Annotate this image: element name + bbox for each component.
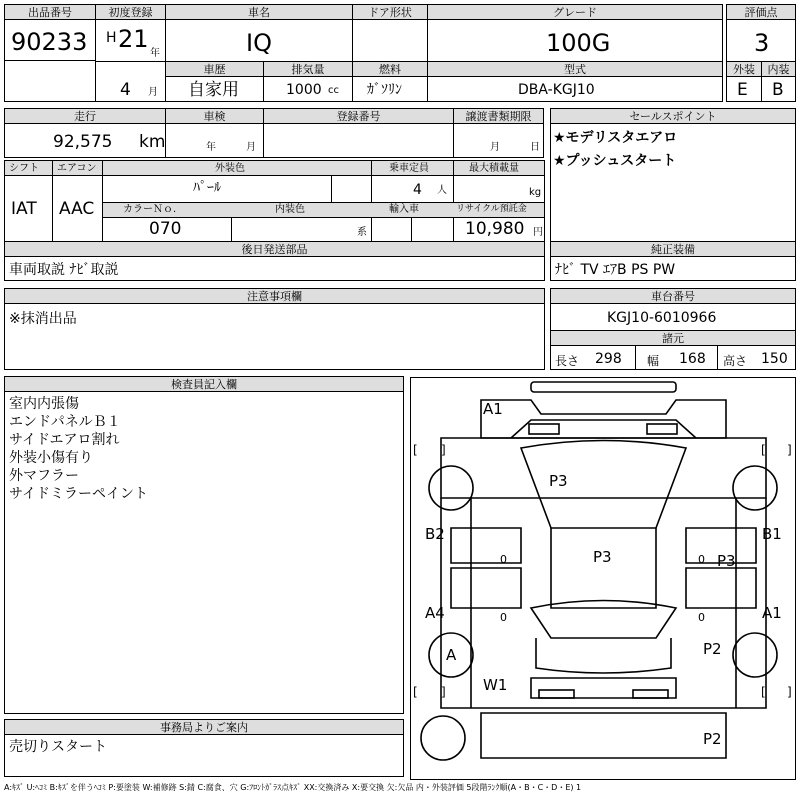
damage-diagram: [410, 377, 796, 780]
office-label: 事務局よりご案内: [5, 720, 403, 735]
damage-mark: P2: [703, 640, 722, 658]
genuine-equipment: ﾅﾋﾞ TV ｴｱB PS PW: [555, 262, 676, 278]
notes-label: 注意事項欄: [5, 289, 544, 304]
inspector-line: 外マフラー: [9, 468, 79, 484]
model-label: 型式: [428, 62, 722, 77]
spec-block: [4, 160, 545, 242]
history-label: 車歴: [166, 62, 263, 77]
zero-mark: 0: [500, 553, 507, 566]
damage-mark: A4: [425, 604, 445, 622]
fuel: ｶﾞｿﾘﾝ: [367, 82, 402, 98]
grade-box: [427, 4, 723, 62]
inspector-line: 外装小傷有り: [9, 450, 93, 466]
bracket: [: [761, 685, 766, 699]
displacement: 1000: [286, 82, 322, 98]
height-label: 高さ: [723, 354, 748, 368]
notes-box: [4, 288, 545, 370]
zero-mark: 0: [500, 611, 507, 624]
lot-blank-box: [4, 60, 96, 102]
registration-month: 4: [120, 80, 131, 100]
first-registration-label: 初度登録: [96, 5, 165, 20]
damage-mark: P3: [593, 548, 612, 566]
damage-mark: P3: [549, 472, 568, 490]
inspector-box: [4, 376, 404, 714]
exterior-grade: E: [737, 80, 748, 100]
genuine-equipment-box: [550, 241, 796, 281]
fuel-box: [352, 61, 428, 102]
sales-points-label: セールスポイント: [551, 109, 795, 124]
bracket: [: [761, 443, 766, 457]
grade-label: グレード: [428, 5, 722, 20]
damage-mark: P3: [717, 552, 736, 570]
vehicle-history: 自家用: [188, 80, 239, 100]
exterior-color-label: 外装色: [215, 163, 245, 174]
bracket: [: [413, 443, 418, 457]
reg-number-label: 登録番号: [264, 109, 453, 124]
shift-label: シフト: [9, 163, 39, 174]
genuine-equipment-label: 純正装備: [551, 242, 795, 257]
bracket: [: [413, 685, 418, 699]
reg-number-box: [263, 108, 454, 158]
aircon: AAC: [59, 199, 95, 219]
exterior-color: ﾊﾟｰﾙ: [193, 180, 221, 196]
first-registration-box: [95, 4, 166, 62]
inspector-line: サイドエアロ割れ: [9, 432, 120, 448]
lot-number: 90233: [11, 28, 88, 56]
import-label: 輸入車: [389, 204, 419, 215]
chassis-box: [550, 288, 796, 370]
legend: A:ｷｽﾞ U:ﾍｺﾐ B:ｷｽﾞを伴うﾍｺﾐ P:要塗装 W:補修跡 S:錆 C:腐食、穴 G:ﾌﾛﾝﾄｶﾞﾗｽ点ｷｽﾞ XX:交換済み X:要交換 欠:欠品 内・外装評価 5段階ﾗﾝｸ順(A・B・C・D・E) 1: [4, 783, 582, 792]
displacement-unit: cc: [328, 85, 339, 96]
recycle-unit: 円: [533, 227, 543, 238]
interior-color-label: 内装色: [275, 204, 305, 215]
chassis-label: 車台番号: [551, 289, 795, 304]
chassis-number: KGJ10-6010966: [607, 310, 717, 326]
bracket: ]: [787, 685, 792, 699]
mileage-box: [4, 108, 166, 158]
interior-label: 内装: [762, 62, 795, 77]
mileage-label: 走行: [5, 109, 165, 124]
interior-grade-box: [761, 61, 796, 102]
exterior-grade-box: [726, 61, 762, 102]
damage-mark: B1: [762, 525, 782, 543]
grade: 100G: [546, 29, 611, 57]
damage-mark: A: [446, 646, 457, 664]
inspection-box: [165, 108, 264, 158]
height: 150: [761, 351, 788, 367]
score-label: 評価点: [727, 5, 795, 20]
era: H: [106, 30, 117, 46]
length-label: 長さ: [555, 354, 580, 368]
inspector-label: 検査員記入欄: [5, 377, 403, 392]
damage-mark: A1: [762, 604, 782, 622]
mileage-unit: km: [139, 132, 166, 152]
inspection-month-unit: 月: [246, 142, 256, 153]
score-box: [726, 4, 796, 62]
length: 298: [595, 351, 622, 367]
later-parts-box: [4, 241, 545, 281]
capacity-unit: 人: [437, 185, 447, 196]
door-box: [352, 4, 428, 62]
interior-grade: B: [772, 80, 784, 100]
damage-mark: W1: [483, 676, 508, 694]
car-name: IQ: [246, 29, 272, 57]
car-name-label: 車名: [166, 5, 352, 20]
car-name-box: [165, 4, 353, 62]
spec-label: 諸元: [551, 331, 795, 346]
history-box: [165, 61, 264, 102]
capacity-label: 乗車定員: [389, 163, 429, 174]
bracket: ]: [441, 685, 446, 699]
zero-mark: 0: [698, 553, 705, 566]
inspection-label: 車検: [166, 109, 263, 124]
damage-mark: A1: [483, 400, 503, 418]
capacity: 4: [413, 182, 422, 198]
transfer-box: [453, 108, 544, 158]
displacement-box: [263, 61, 353, 102]
color-no: 070: [149, 219, 182, 239]
registration-year: 21: [118, 25, 149, 53]
width-label: 幅: [647, 354, 660, 368]
exterior-label: 外装: [727, 62, 761, 77]
model-code: DBA-KGJ10: [518, 82, 595, 98]
zero-mark: 0: [698, 611, 705, 624]
year-unit: 年: [150, 48, 160, 59]
inspector-line: エンドパネルＢ１: [9, 414, 121, 430]
office-notice: 売切りスタート: [9, 739, 107, 755]
interior-color-unit: 系: [357, 227, 367, 238]
score: 3: [754, 29, 770, 57]
mileage: 92,575: [53, 132, 113, 152]
aircon-label: エアコン: [57, 163, 97, 174]
damage-mark: P2: [703, 730, 722, 748]
transfer-day-unit: 日: [530, 142, 540, 153]
color-no-label: カラーＮｏ.: [123, 204, 177, 215]
lot-number-label: 出品番号: [5, 5, 95, 20]
later-parts: 車両取説 ﾅﾋﾞ取説: [9, 262, 119, 278]
door-type-label: ドア形状: [353, 5, 427, 20]
sales-point-2: ★プッシュスタート: [553, 153, 677, 169]
recycle-fee: 10,980: [465, 219, 525, 239]
lot-number-box: [4, 4, 96, 61]
shift: IAT: [11, 199, 37, 219]
sales-point-1: ★モデリスタエアロ: [553, 130, 678, 146]
sales-points-box: [550, 108, 796, 256]
inspector-line: 室内内張傷: [9, 396, 79, 412]
model-box: [427, 61, 723, 102]
later-parts-label: 後日発送部品: [5, 242, 544, 257]
month-unit: 月: [148, 87, 158, 98]
notes: ※抹消出品: [9, 311, 77, 327]
bracket: ]: [787, 443, 792, 457]
registration-month-box: [95, 61, 166, 102]
office-box: [4, 719, 404, 777]
inspection-year-unit: 年: [206, 142, 216, 153]
max-load-unit: kg: [529, 187, 542, 198]
inspector-line: サイドミラーペイント: [9, 486, 149, 502]
car-outline: [411, 378, 795, 779]
displacement-label: 排気量: [264, 62, 352, 77]
recycle-label: リサイクル預託金: [456, 204, 527, 214]
transfer-month-unit: 月: [490, 142, 500, 153]
transfer-deadline-label: 譲渡書類期限: [454, 109, 543, 124]
damage-mark: B2: [425, 525, 445, 543]
bracket: ]: [441, 443, 446, 457]
max-load-label: 最大積載量: [469, 163, 519, 174]
fuel-label: 燃料: [353, 62, 427, 77]
width: 168: [679, 351, 706, 367]
